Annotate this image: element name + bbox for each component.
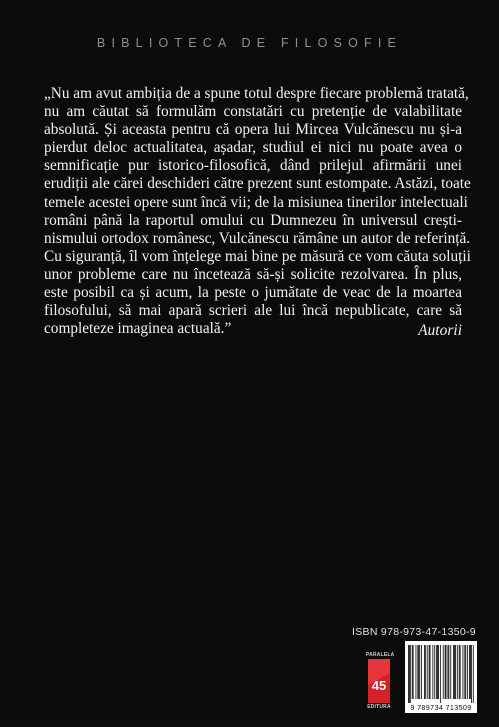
quote-line: „Nu am avut ambiția de a spune totul despre fiecare problemă tratată, <box>44 85 469 102</box>
publisher-logo <box>366 652 395 710</box>
barcode-bar <box>410 645 411 703</box>
quote-line: completeze imaginea actuală.” <box>44 320 232 338</box>
barcode-bars <box>405 641 477 703</box>
quote-line: nismului ortodox românesc, Vulcănescu rămâne un autor de referință. <box>44 229 471 247</box>
barcode-bar <box>459 645 460 699</box>
quote-line: erudiții ale cărei deschideri către prezent sunt estompate. Astăzi, toate <box>44 175 471 193</box>
publisher-name-bottom: EDITURA <box>367 704 391 710</box>
quote-line: filosofului, să mai apară scrieri ale lui încă nepublicate, care să <box>44 302 462 320</box>
barcode-bar <box>436 645 437 699</box>
barcode-bar <box>469 645 470 699</box>
barcode-bar <box>424 645 425 699</box>
publisher-name-top: PARALELA <box>366 652 395 658</box>
quote-line: temele acestei opere sunt încă vii; de la misiunea tinerilor intelectuali <box>44 193 468 211</box>
barcode-bar <box>447 645 448 699</box>
barcode-bar <box>413 645 414 699</box>
quote-line: Cu siguranță, îl vom înțelege mai bine pe măsură ce vom căuta soluții <box>44 247 471 265</box>
barcode-bar <box>450 645 451 699</box>
barcode-bar <box>445 645 446 699</box>
series-title: BIBLIOTECA DE FILOSOFIE <box>96 36 403 50</box>
barcode-bar <box>418 645 419 699</box>
barcode-bar <box>429 645 430 699</box>
barcode-bar <box>409 645 410 703</box>
barcode-bar <box>438 645 439 699</box>
barcode-bar <box>470 645 471 699</box>
barcode-bar <box>412 645 413 699</box>
barcode-bar <box>434 645 435 699</box>
quote-line: unor probleme care nu încetează să-și solicite rezolvarea. În plus, <box>44 265 462 283</box>
barcode-bar <box>453 645 454 699</box>
publisher-logo-mark <box>368 659 390 703</box>
quote-line: români până la raportul omului cu Dumnezeu în universul crești- <box>44 211 462 229</box>
barcode-bar <box>430 645 431 699</box>
barcode-bar <box>432 645 433 699</box>
barcode-bar <box>460 645 461 699</box>
barcode-bar <box>425 645 426 699</box>
author-signature: Autorii <box>418 322 462 339</box>
barcode-bar <box>440 645 441 703</box>
quote-line: este posibil ca și acum, la peste o jumătate de veac de la moartea <box>44 284 462 302</box>
quote-line: absolută. Și aceasta pentru că opera lui Mircea Vulcănescu nu și-a <box>44 121 462 139</box>
barcode-digits: 9 789734 713509 <box>410 703 472 712</box>
barcode-bar <box>443 645 444 699</box>
barcode-bar <box>473 645 474 703</box>
barcode-bar <box>448 645 449 699</box>
barcode-bar <box>457 645 458 699</box>
barcode-bar <box>421 645 422 699</box>
barcode-bar <box>417 645 418 699</box>
quote-line: pierdut deloc actualitatea, așadar, studiul ei nici nu poate avea o <box>44 139 462 157</box>
barcode-bar <box>416 645 417 699</box>
publisher-logo-number: 45 <box>371 678 387 693</box>
barcode-bar <box>471 645 472 703</box>
barcode-bar <box>467 645 468 699</box>
barcode-bar <box>465 645 466 699</box>
barcode-bar <box>454 645 455 699</box>
barcode-bar <box>408 645 409 703</box>
back-cover-quote <box>44 85 471 338</box>
quote-line: nu am căutat să formulăm constatări cu pretenție de valabilitate <box>44 103 462 121</box>
barcode-bar <box>446 645 447 699</box>
barcode-bar <box>463 645 464 699</box>
barcode <box>405 641 477 713</box>
barcode-bar <box>437 645 438 699</box>
barcode-bar <box>419 645 420 699</box>
barcode-bar <box>455 645 456 699</box>
isbn-label: ISBN 978-973-47-1350-9 <box>352 626 476 638</box>
quote-line: semnificație pur istorico-filosofică, dând prilejul afirmării unei <box>44 157 462 175</box>
barcode-bar <box>464 645 465 699</box>
barcode-bar <box>427 645 428 699</box>
